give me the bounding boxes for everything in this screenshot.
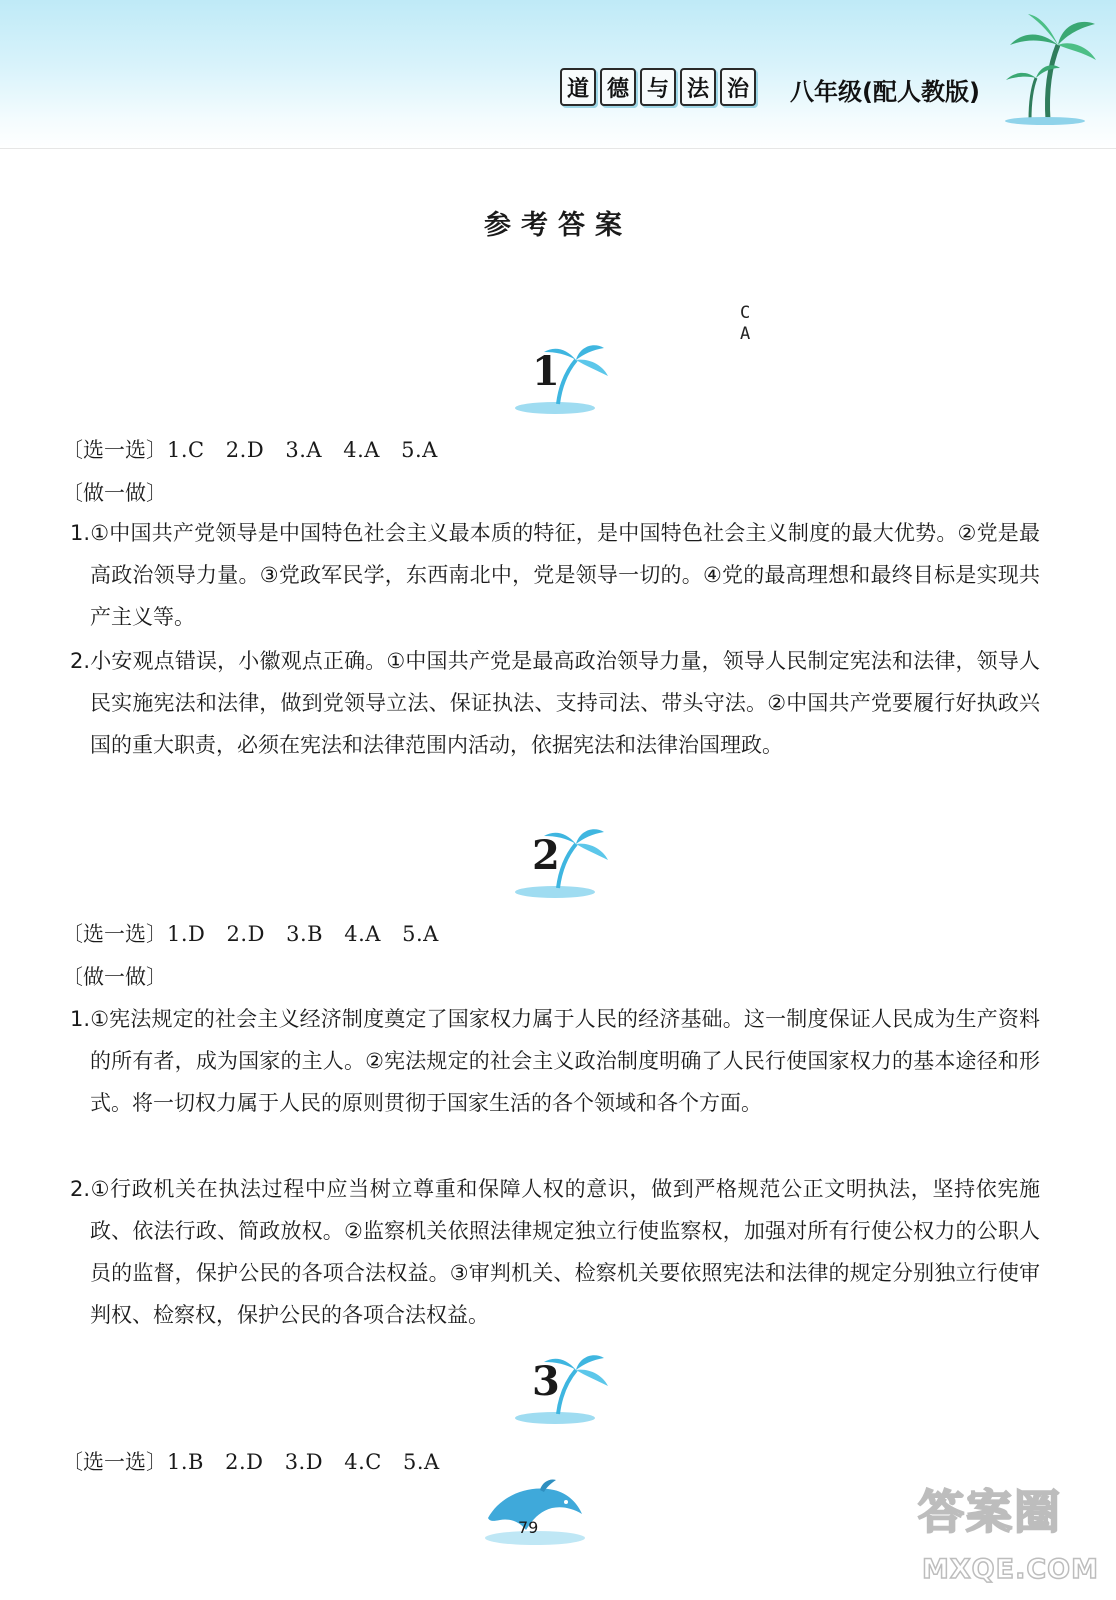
choose-items: 1.B 2.D 3.D 4.C 5.A xyxy=(167,1450,440,1474)
palm-icon xyxy=(510,338,620,418)
section-number: 2 xyxy=(532,832,560,879)
stray-marks: C A xyxy=(740,303,751,344)
section-1-icon xyxy=(510,338,620,418)
subject-char: 与 xyxy=(640,68,676,106)
choose-label: 〔选一选〕 xyxy=(62,922,167,946)
choose-answers xyxy=(62,1446,440,1476)
watermark xyxy=(918,1476,1108,1596)
choose-answers xyxy=(62,434,438,464)
answer-paragraph: 2.①行政机关在执法过程中应当树立尊重和保障人权的意识，做到严格规范公正文明执法，坚持依宪施政、依法行政、简政放权。②监察机关依照法律规定独立行使监察权，加强对所有行使公权力的公职人员的监督，保护公民的各项合法权益。③审判机关、检察机关要依照宪法和法律的规定分别独立行使审判权、检察权，保护公民的各项合法权益。 xyxy=(70,1177,1040,1327)
section-number: 3 xyxy=(532,1358,560,1405)
grade-label: 八年级(配人教版) xyxy=(790,78,980,106)
subject-title xyxy=(560,68,756,106)
answer-paragraph: 2.小安观点错误，小徽观点正确。①中国共产党是最高政治领导力量，领导人民制定宪法和法律，领导人民实施宪法和法律，做到党领导立法、保证执法、支持司法、带头守法。②中国共产党要履行好执政兴国的重大职责，必须在宪法和法律范围内活动，依据宪法和法律治国理政。 xyxy=(70,649,1040,757)
section-number: 1 xyxy=(532,348,560,395)
subject-char: 法 xyxy=(680,68,716,106)
choose-items: 1.D 2.D 3.B 4.A 5.A xyxy=(167,922,439,946)
page-number: 79 xyxy=(518,1518,539,1537)
section-2-icon xyxy=(510,822,620,902)
answer-paragraph: 1.①中国共产党领导是中国特色社会主义最本质的特征，是中国特色社会主义制度的最大优势。②党是最高政治领导力量。③党政军民学，东西南北中，党是领导一切的。④党的最高理想和最终目标是实现共产主义等。 xyxy=(70,521,1040,629)
palm-icon xyxy=(510,822,620,902)
palm-icon xyxy=(510,1348,620,1428)
choose-answers xyxy=(62,918,439,948)
dolphin-icon xyxy=(480,1478,590,1548)
choose-label: 〔选一选〕 xyxy=(62,1450,167,1474)
subject-char: 治 xyxy=(720,68,756,106)
answer-paragraph: 1.①宪法规定的社会主义经济制度奠定了国家权力属于人民的经济基础。这一制度保证人民成为生产资料的所有者，成为国家的主人。②宪法规定的社会主义政治制度明确了人民行使国家权力的基本途径和形式。将一切权力属于人民的原则贯彻于国家生活的各个领域和各个方面。 xyxy=(70,1007,1040,1115)
page-title: 参考答案 xyxy=(484,210,632,241)
palm-tree-icon xyxy=(1000,10,1100,125)
watermark-url: MXQE.COM xyxy=(922,1554,1099,1585)
section-3-icon xyxy=(510,1348,620,1428)
subject-char: 德 xyxy=(600,68,636,106)
do-label: 〔做一做〕 xyxy=(62,965,167,989)
choose-items: 1.C 2.D 3.A 4.A 5.A xyxy=(167,438,438,462)
watermark-text: 答案圈 xyxy=(918,1485,1062,1539)
subject-char: 道 xyxy=(560,68,596,106)
choose-label: 〔选一选〕 xyxy=(62,438,167,462)
do-label: 〔做一做〕 xyxy=(62,481,167,505)
